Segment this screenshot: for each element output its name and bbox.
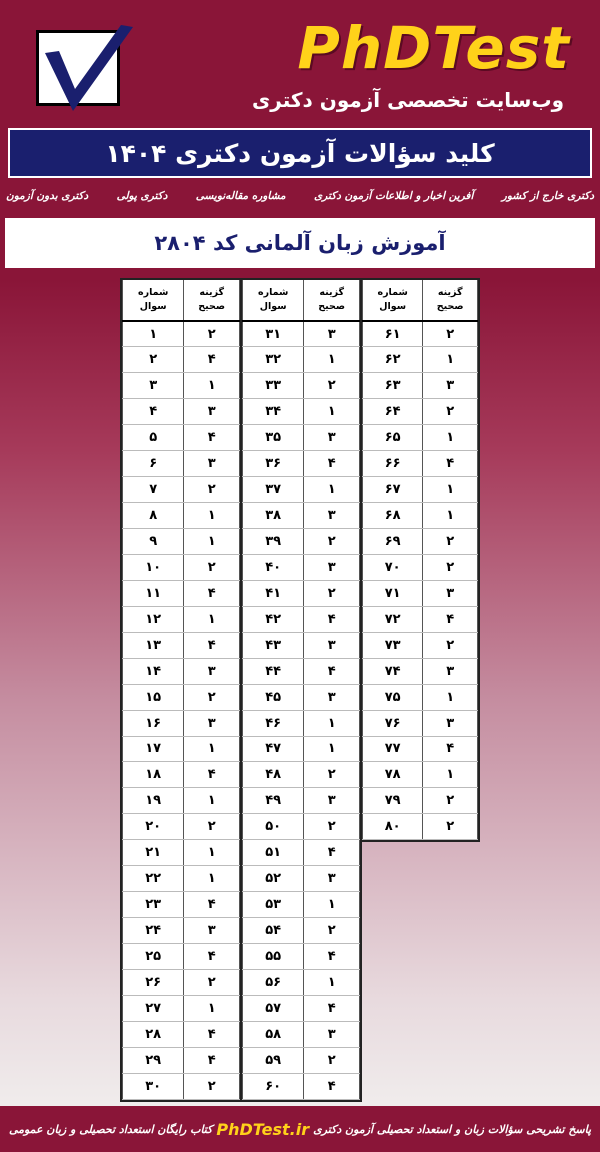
question-number: ۷۱ xyxy=(363,580,423,606)
question-number: ۴۴ xyxy=(243,658,304,684)
table-row xyxy=(123,1021,240,1047)
correct-answer: ۳ xyxy=(184,918,240,944)
table-row xyxy=(243,658,360,684)
table-row xyxy=(363,762,478,788)
table-row xyxy=(123,1073,240,1099)
question-number: ۵۲ xyxy=(243,866,304,892)
table-row xyxy=(123,762,240,788)
correct-answer: ۱ xyxy=(423,477,478,503)
correct-answer: ۱ xyxy=(423,762,478,788)
question-number: ۱۹ xyxy=(123,788,184,814)
question-number: ۷ xyxy=(123,477,184,503)
tagline: وب‌سایت تخصصی آزمون دکتری xyxy=(251,88,564,112)
table-row xyxy=(243,451,360,477)
correct-answer: ۳ xyxy=(423,373,478,399)
question-number: ۱۶ xyxy=(123,710,184,736)
question-number: ۱۵ xyxy=(123,684,184,710)
question-number: ۵۷ xyxy=(243,995,304,1021)
table-group-2 xyxy=(240,278,362,1102)
correct-answer: ۳ xyxy=(304,788,360,814)
correct-answer: ۳ xyxy=(184,658,240,684)
question-number: ۷۰ xyxy=(363,554,423,580)
question-number: ۵ xyxy=(123,425,184,451)
correct-answer: ۲ xyxy=(304,580,360,606)
correct-answer: ۲ xyxy=(184,321,240,347)
correct-answer: ۱ xyxy=(304,736,360,762)
question-number: ۵۵ xyxy=(243,944,304,970)
table-row xyxy=(123,840,240,866)
correct-answer: ۳ xyxy=(184,710,240,736)
question-number: ۲۹ xyxy=(123,1047,184,1073)
table-row xyxy=(243,425,360,451)
correct-answer: ۳ xyxy=(304,425,360,451)
question-number: ۳۱ xyxy=(243,321,304,347)
question-number: ۶۳ xyxy=(363,373,423,399)
table-row xyxy=(363,373,478,399)
correct-answer: ۱ xyxy=(184,840,240,866)
table-row xyxy=(243,347,360,373)
table-row xyxy=(363,710,478,736)
exam-subtitle: آموزش زبان آلمانی کد ۲۸۰۴ xyxy=(154,231,446,255)
question-number: ۲ xyxy=(123,347,184,373)
question-number: ۵۳ xyxy=(243,892,304,918)
subtitle-bar xyxy=(5,218,595,268)
correct-answer: ۳ xyxy=(423,710,478,736)
question-number: ۶۸ xyxy=(363,503,423,529)
table-row xyxy=(243,1047,360,1073)
page-title-bar xyxy=(8,128,592,178)
question-number: ۱۲ xyxy=(123,606,184,632)
table-row xyxy=(243,866,360,892)
table-row xyxy=(363,425,478,451)
question-number: ۹ xyxy=(123,529,184,555)
question-number: ۲۵ xyxy=(123,944,184,970)
table-row xyxy=(123,1047,240,1073)
header-question: شماره سوال xyxy=(363,280,423,321)
header-answer: گزینه صحیح xyxy=(184,280,240,321)
footer-brand-link[interactable]: PhDTest.ir xyxy=(216,1119,310,1139)
question-number: ۵۸ xyxy=(243,1021,304,1047)
question-number: ۶۰ xyxy=(243,1073,304,1099)
correct-answer: ۲ xyxy=(304,762,360,788)
correct-answer: ۱ xyxy=(184,995,240,1021)
table-row xyxy=(363,658,478,684)
correct-answer: ۴ xyxy=(184,1047,240,1073)
question-number: ۲۲ xyxy=(123,866,184,892)
question-number: ۲۳ xyxy=(123,892,184,918)
correct-answer: ۲ xyxy=(184,684,240,710)
header xyxy=(0,0,600,126)
header-question: شماره سوال xyxy=(243,280,304,321)
table-row xyxy=(123,866,240,892)
table-row xyxy=(363,529,478,555)
question-number: ۶۶ xyxy=(363,451,423,477)
question-number: ۷۶ xyxy=(363,710,423,736)
question-number: ۴۹ xyxy=(243,788,304,814)
question-number: ۷۵ xyxy=(363,684,423,710)
question-number: ۵۹ xyxy=(243,1047,304,1073)
table-row xyxy=(123,347,240,373)
table-row xyxy=(363,399,478,425)
question-number: ۷۳ xyxy=(363,632,423,658)
footer-text-right: کتاب رایگان استعداد تحصیلی و زبان عمومی xyxy=(8,1122,213,1136)
question-number: ۴۰ xyxy=(243,554,304,580)
question-number: ۷۲ xyxy=(363,606,423,632)
question-number: ۵۶ xyxy=(243,969,304,995)
question-number: ۶ xyxy=(123,451,184,477)
question-number: ۶۲ xyxy=(363,347,423,373)
correct-answer: ۴ xyxy=(304,1073,360,1099)
table-row xyxy=(123,554,240,580)
correct-answer: ۲ xyxy=(184,477,240,503)
nav-link-article-consulting[interactable]: مشاوره مقاله‌نویسی xyxy=(195,190,286,202)
nav-link-abroad[interactable]: دکتری خارج از کشور xyxy=(501,190,594,202)
table-row xyxy=(243,580,360,606)
correct-answer: ۲ xyxy=(184,1073,240,1099)
question-number: ۴ xyxy=(123,399,184,425)
table-row xyxy=(243,632,360,658)
table-row xyxy=(123,373,240,399)
correct-answer: ۱ xyxy=(184,529,240,555)
question-number: ۴۲ xyxy=(243,606,304,632)
table-row xyxy=(363,554,478,580)
correct-answer: ۱ xyxy=(304,969,360,995)
table-row xyxy=(123,425,240,451)
question-number: ۳۳ xyxy=(243,373,304,399)
question-number: ۶۵ xyxy=(363,425,423,451)
table-row xyxy=(123,503,240,529)
table-row xyxy=(123,451,240,477)
question-number: ۲۷ xyxy=(123,995,184,1021)
question-number: ۷۹ xyxy=(363,788,423,814)
table-row xyxy=(123,399,240,425)
correct-answer: ۱ xyxy=(304,892,360,918)
question-number: ۴۱ xyxy=(243,580,304,606)
correct-answer: ۱ xyxy=(184,503,240,529)
table-row xyxy=(243,788,360,814)
question-number: ۱۰ xyxy=(123,554,184,580)
table-row xyxy=(123,684,240,710)
table-row xyxy=(363,684,478,710)
correct-answer: ۲ xyxy=(304,1047,360,1073)
correct-answer: ۲ xyxy=(423,399,478,425)
correct-answer: ۴ xyxy=(184,347,240,373)
question-number: ۷۴ xyxy=(363,658,423,684)
nav-links xyxy=(0,190,600,214)
question-number: ۳۲ xyxy=(243,347,304,373)
correct-answer: ۱ xyxy=(423,347,478,373)
table-row xyxy=(243,684,360,710)
question-number: ۱۱ xyxy=(123,580,184,606)
table-row xyxy=(243,736,360,762)
question-number: ۳ xyxy=(123,373,184,399)
table-row xyxy=(363,580,478,606)
question-number: ۱۷ xyxy=(123,736,184,762)
table-row xyxy=(243,944,360,970)
question-number: ۲۱ xyxy=(123,840,184,866)
table-row xyxy=(243,892,360,918)
correct-answer: ۴ xyxy=(184,944,240,970)
question-number: ۳۶ xyxy=(243,451,304,477)
correct-answer: ۱ xyxy=(423,425,478,451)
table-row xyxy=(123,632,240,658)
question-number: ۶۱ xyxy=(363,321,423,347)
table-row xyxy=(243,1073,360,1099)
table-row xyxy=(243,477,360,503)
correct-answer: ۱ xyxy=(304,399,360,425)
correct-answer: ۳ xyxy=(304,632,360,658)
question-number: ۷۸ xyxy=(363,762,423,788)
correct-answer: ۲ xyxy=(304,814,360,840)
question-number: ۳۷ xyxy=(243,477,304,503)
question-number: ۸۰ xyxy=(363,814,423,840)
table-row xyxy=(243,710,360,736)
correct-answer: ۲ xyxy=(304,373,360,399)
table-row xyxy=(243,814,360,840)
correct-answer: ۲ xyxy=(423,814,478,840)
question-number: ۴۶ xyxy=(243,710,304,736)
question-number: ۸ xyxy=(123,503,184,529)
correct-answer: ۳ xyxy=(184,451,240,477)
question-number: ۱۸ xyxy=(123,762,184,788)
question-number: ۶۴ xyxy=(363,399,423,425)
table-row xyxy=(123,814,240,840)
correct-answer: ۲ xyxy=(423,554,478,580)
table-row xyxy=(363,632,478,658)
table-row xyxy=(123,995,240,1021)
question-number: ۵۱ xyxy=(243,840,304,866)
table-row xyxy=(243,918,360,944)
correct-answer: ۴ xyxy=(184,425,240,451)
correct-answer: ۲ xyxy=(184,969,240,995)
table-row xyxy=(123,658,240,684)
table-row xyxy=(243,840,360,866)
nav-link-news[interactable]: آفرین اخبار و اطلاعات آزمون دکتری xyxy=(314,190,474,202)
question-number: ۴۸ xyxy=(243,762,304,788)
checkmark-logo-icon xyxy=(36,30,120,106)
table-row xyxy=(243,399,360,425)
correct-answer: ۳ xyxy=(184,399,240,425)
table-row xyxy=(243,373,360,399)
table-row xyxy=(243,529,360,555)
correct-answer: ۴ xyxy=(423,736,478,762)
correct-answer: ۱ xyxy=(184,373,240,399)
table-row xyxy=(363,477,478,503)
question-number: ۵۰ xyxy=(243,814,304,840)
question-number: ۲۴ xyxy=(123,918,184,944)
table-row xyxy=(243,554,360,580)
correct-answer: ۳ xyxy=(304,684,360,710)
table-group-3 xyxy=(360,278,480,842)
header-answer: گزینه صحیح xyxy=(423,280,478,321)
correct-answer: ۲ xyxy=(423,321,478,347)
correct-answer: ۱ xyxy=(304,710,360,736)
correct-answer: ۳ xyxy=(304,554,360,580)
correct-answer: ۴ xyxy=(184,580,240,606)
correct-answer: ۴ xyxy=(184,632,240,658)
correct-answer: ۲ xyxy=(184,554,240,580)
correct-answer: ۳ xyxy=(304,1021,360,1047)
table-row xyxy=(243,321,360,347)
table-row xyxy=(363,814,478,840)
correct-answer: ۲ xyxy=(423,632,478,658)
table-row xyxy=(243,503,360,529)
brand-logo-text[interactable]: PhDTest xyxy=(297,14,570,82)
table-row xyxy=(123,477,240,503)
question-number: ۲۰ xyxy=(123,814,184,840)
question-number: ۷۷ xyxy=(363,736,423,762)
question-number: ۱۳ xyxy=(123,632,184,658)
question-number: ۵۴ xyxy=(243,918,304,944)
table-row xyxy=(363,606,478,632)
question-number: ۲۸ xyxy=(123,1021,184,1047)
header-answer: گزینه صحیح xyxy=(304,280,360,321)
correct-answer: ۲ xyxy=(184,814,240,840)
table-row xyxy=(243,762,360,788)
table-row xyxy=(243,969,360,995)
correct-answer: ۱ xyxy=(184,606,240,632)
correct-answer: ۴ xyxy=(304,451,360,477)
table-row xyxy=(123,606,240,632)
correct-answer: ۳ xyxy=(304,503,360,529)
table-row xyxy=(123,580,240,606)
nav-link-paid[interactable]: دکتری پولی xyxy=(116,190,168,202)
nav-link-no-exam[interactable]: دکتری بدون آزمون xyxy=(6,190,89,202)
question-number: ۱۴ xyxy=(123,658,184,684)
correct-answer: ۱ xyxy=(423,684,478,710)
table-row xyxy=(123,918,240,944)
table-row xyxy=(363,451,478,477)
question-number: ۳۰ xyxy=(123,1073,184,1099)
correct-answer: ۱ xyxy=(304,477,360,503)
question-number: ۳۴ xyxy=(243,399,304,425)
correct-answer: ۳ xyxy=(304,866,360,892)
correct-answer: ۴ xyxy=(184,892,240,918)
question-number: ۴۳ xyxy=(243,632,304,658)
question-number: ۶۹ xyxy=(363,529,423,555)
table-row xyxy=(123,736,240,762)
correct-answer: ۴ xyxy=(304,944,360,970)
question-number: ۳۵ xyxy=(243,425,304,451)
table-row xyxy=(123,892,240,918)
correct-answer: ۴ xyxy=(184,762,240,788)
correct-answer: ۲ xyxy=(423,529,478,555)
question-number: ۳۹ xyxy=(243,529,304,555)
question-number: ۶۷ xyxy=(363,477,423,503)
correct-answer: ۳ xyxy=(423,658,478,684)
table-row xyxy=(243,606,360,632)
correct-answer: ۱ xyxy=(423,503,478,529)
table-row xyxy=(123,969,240,995)
question-number: ۱ xyxy=(123,321,184,347)
correct-answer: ۱ xyxy=(184,736,240,762)
correct-answer: ۴ xyxy=(304,840,360,866)
correct-answer: ۲ xyxy=(304,918,360,944)
correct-answer: ۱ xyxy=(184,866,240,892)
table-row xyxy=(363,321,478,347)
table-group-1 xyxy=(120,278,242,1102)
correct-answer: ۴ xyxy=(423,451,478,477)
question-number: ۴۵ xyxy=(243,684,304,710)
table-row xyxy=(243,995,360,1021)
table-row xyxy=(123,529,240,555)
correct-answer: ۴ xyxy=(304,658,360,684)
table-row xyxy=(363,503,478,529)
correct-answer: ۴ xyxy=(304,995,360,1021)
table-row xyxy=(123,321,240,347)
header-question: شماره سوال xyxy=(123,280,184,321)
correct-answer: ۲ xyxy=(423,788,478,814)
correct-answer: ۳ xyxy=(304,321,360,347)
question-number: ۳۸ xyxy=(243,503,304,529)
table-row xyxy=(123,788,240,814)
correct-answer: ۴ xyxy=(184,1021,240,1047)
correct-answer: ۴ xyxy=(423,606,478,632)
question-number: ۴۷ xyxy=(243,736,304,762)
table-row xyxy=(363,736,478,762)
table-row xyxy=(123,710,240,736)
table-row xyxy=(123,944,240,970)
page-title: کلید سؤالات آزمون دکتری ۱۴۰۴ xyxy=(105,138,495,168)
correct-answer: ۱ xyxy=(304,347,360,373)
footer xyxy=(0,1106,600,1152)
question-number: ۲۶ xyxy=(123,969,184,995)
table-row xyxy=(363,347,478,373)
correct-answer: ۳ xyxy=(423,580,478,606)
correct-answer: ۴ xyxy=(304,606,360,632)
table-row xyxy=(243,1021,360,1047)
table-row xyxy=(363,788,478,814)
correct-answer: ۱ xyxy=(184,788,240,814)
footer-text-left: پاسخ تشریحی سؤالات زبان و استعداد تحصیلی آزمون دکتری xyxy=(313,1122,592,1136)
correct-answer: ۲ xyxy=(304,529,360,555)
